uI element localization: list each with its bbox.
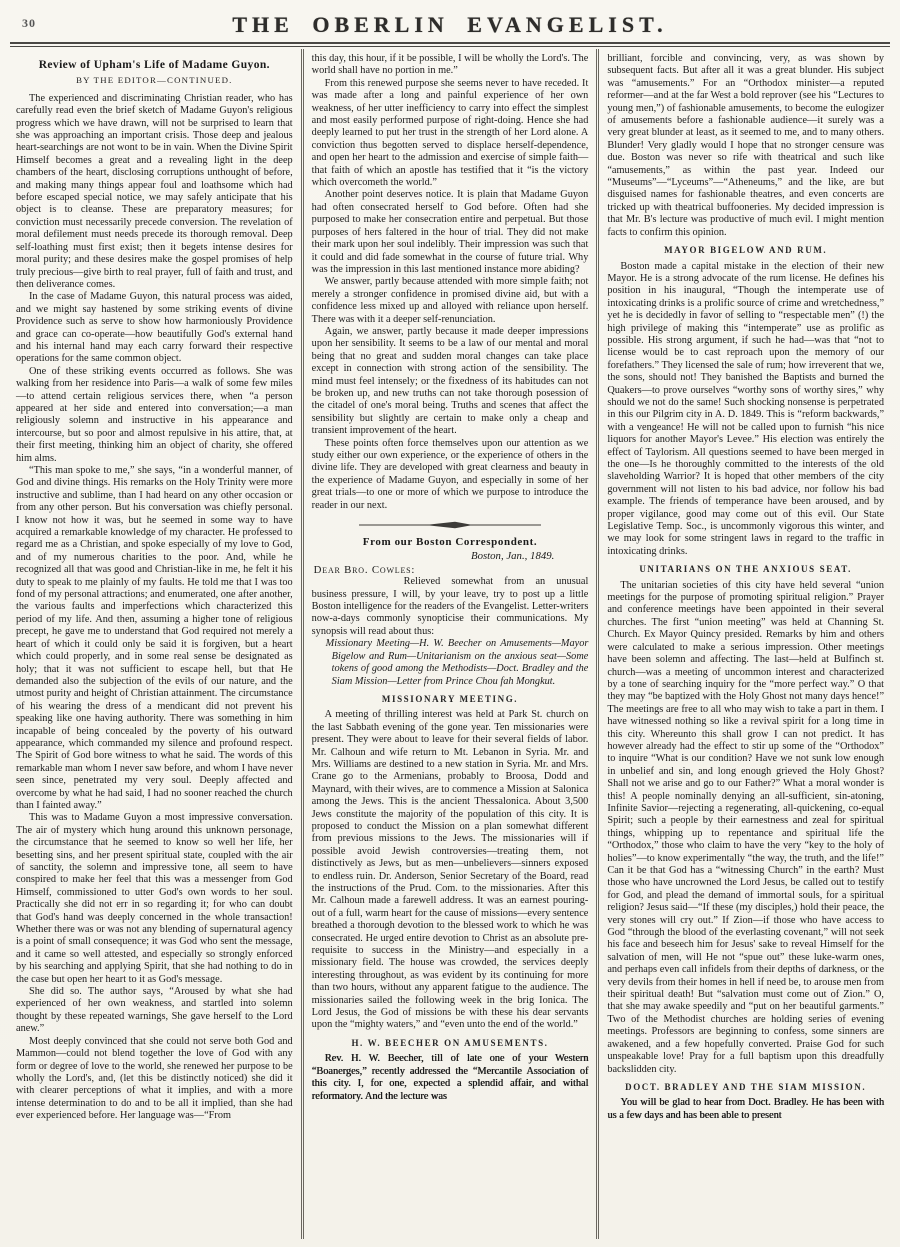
body-paragraph: “This man spoke to me,” she says, “in a wonderful manner, of God and divine things. His remarks on the Holy Trinity were more instructive and sublime, than I had heard on any other occasion or from any other person. But his conversation was chiefly personal. I know not how it was, but he seemed in some way to have acquired a remarkable knowledge of my character. He professed to regard me as a Christian, and spoke especially of my love to God, and of my numerous charities to the poor. And, while he recognized all that was good and Christian-like in me, he felt it his duty to speak to me plainly of my faults. He told me that I was too fond of my personal attractions; and enumerated, one after another, the various faults and imperfections which characterized this period of my life. And then, assuming a higher tone of religious precept, he gave me to understand that God required not merely a heart of which it could only be said it is forgiven, but a heart which could properly, and in some real sense be designated as holy; that it was not sufficient to escape hell, but that He demanded also the subjection of the evils of our nature, and the utmost purity and height of Christian attainment. The circumstance of his wearing the dress of a mendicant did not prevent his speaking like one having authority. There was something in him incapable of being concealed by the poverty of his outward appearance, which commanded my silence and profound respect. The Spirit of God bore witness to what he said. The words of this remarkable man whom I never saw before, and whom I have never seen since, penetrated my very soul. Deeply affected and overcome by what he had said, I had no sooner reached the church than I fainted away.”: [16, 465, 293, 811]
body-paragraph: She did so. The author says, “Aroused by what she had experienced of her own weakness, and startled into solemn thought by these repeated warnings, She gave herself to the Lord anew.”: [16, 986, 293, 1035]
body-paragraph: One of these striking events occurred as follows. She was walking from her residence into Paris—a walk of some few miles—to attend certain religious services there, when “a person appeared at her side and entered into conversation;—a man religiously solemn and instructive in his appearance and intercourse, but so poor and almost repulsive in his attire, that, at their first meeting, thinking him an object of charity, she offered him alms.: [16, 365, 293, 464]
column-layout: [8, 49, 892, 1239]
divider-arrow-icon: [355, 520, 545, 530]
body-paragraph: This was to Madame Guyon a most impressive conversation. The air of mystery which hung around this unknown personage, the circumstance that he seemed to know so well her life, her besetting sins, and her present spiritual state, coupled with the air of sanctity, the solemn and impressive tone, all seem to have conspired to make her feel that this was a messenger from God Himself, commissioned to utter God's own words to her soul. Practically she did not err in so regarding it; for who can doubt that God's hand was deeply concerned in the whole transaction! Whether there was or was not any blending of supernatural agency is a point of small consequence; it was God who sent the message, and it came so well attested, and especially so strongly enforced by his searching and applying Spirit, that she had nothing to do in the case but open her heart to it as God's message.: [16, 812, 293, 985]
body-paragraph: The experienced and discriminating Christian reader, who has carefully read even the brief sketch of Madame Guyon's religious progress which we have drawn, will not be surprised to learn that she was approaching an important crisis. Those deep and jealous heart-searchings are not wont to be in vain. When the Divine Spirit Himself becomes a great and a revealing light in the deep chambers of the heart, disclosing corruptions unthought of before, and making many things appear foul and loathsome which had before escaped special notice, we may safely anticipate that his object is to cleanse. These are preparatory measures; for conviction must necessarily precede conversion. The revelation of moral defilement must needs precede its thorough removal. Deep self-loathing must first exist; then it begets intense desires for moral purity; and these desires make the gospel promises of help truly precious—give birth to real prayer, full of faith and trust, and then deliverance comes.: [16, 92, 293, 290]
body-paragraph: From this renewed purpose she seems never to have receded. It was made after a long and painful experience of her own weakness, of her utter inefficiency to carry into effect the simplest and most easily performed purpose of right-doing. Hence she had deeply learned to put her trust in the strength of her Lord alone. A conviction thus begotten served to displace herself-dependence, and open her heart to the admission and exercise of simple faith—that faith of which an apostle has testified that it “is the victory which overcometh the world.”: [311, 77, 589, 189]
page-number: 30: [22, 16, 36, 30]
body-paragraph: brilliant, forcible and convincing, very, as was shown by subsequent facts. But after all it was a great blunder. His subject was “amusements.” For an “Orthodox minister—a reputed reformer—and at the far West a bold reprover (see his “Lectures to young men,”) of fashionable amusements, to become the eulogizer of amusements before a fashionable audience—it surely was a very great blunder at least, as it seemed to me, and to many others. Blunder! Very gladly would I hope that no stronger censure was due. Boston was never so rife with theatrical and such like “amusements,” as within the past year. Indeed our “Museums”—“Lyceums”—“Atheneums,” and the like, are but disguised names for fashionable theatres, and even concerts are tricked up with theatrical buffooneries. My decided impression is that Mr. B's lecture was productive of much evil. I might mention facts to confirm this opinion.: [607, 53, 885, 238]
section-heading: H. W. BEECHER ON AMUSEMENTS.: [351, 1037, 549, 1048]
body-paragraph: Boston made a capital mistake in the election of their new Mayor. He is a strong advocate of the rum license. He defines his position in his inaugural, “Though the intemperate use of intoxicating drinks is a prolific source of crime and wretchedness,” yet he is decidedly in favor of selling to “respectable men” (!) the high privilege of making this “intemperate” use as prolific as possible. His strong argument, if such he had—was that “not to license would be to cast reproach upon the memory of our forefathers.” They licensed the sale of rum; how irreverent that we, the sons, should not! They banished the Baptists and burned the Quakers—to prove ourselves “worthy sons of worthy sires,” why should we not do the same! Such shocking nonsense is perpetrated in this our Pilgrim city in A. D. 1849. This is “reform backwards,” with a vengeance! He will not be called upon to furnish “his nice liquors for another Mayor's Levee.” His election was entirely the effect of Taylorism. All questions seemed to have been merged in the one—Is he thoroughly committed to the interests of the old slaveholding Warrior? It is hoped that other members of the city government will not listen to his bad advice, nor follow his bad example. The friends of temperance have been aroused, and by proper vigilance, good may come out of this evil. Our State Legislative Temp. Soc., is uncommonly vigorous this winter, and we may look for some stringent laws in regard to the traffic in intoxicating drinks.: [607, 260, 885, 557]
column-3: [596, 49, 892, 1239]
body-paragraph: These points often force themselves upon our attention as we study either our own experience, or the experience of others in the divine life. They are developed with great clearness and beauty in the experience of Madame Guyon, and especially in some of her great trials—to one or more of which we purpose to introduce the reader in our next.: [311, 437, 589, 511]
masthead-title: THE OBERLIN EVANGELIST.: [232, 12, 668, 37]
body-paragraph: The unitarian societies of this city have held several “union meetings for the purpose of promoting spiritual religion.” Prayer and conference meetings have been appointed in their several churches. The first “union meeting” was held at Channing St. Church. Ex Mayor Quincy presided. Remarks by him and others were calculated to make a serious impression. Other meetings have been solemn and affecting. The last—held at Bulfinch st. church—was a meeting of uncommon interest and characterized by a tone of searching inquiry for the “more perfect way.” O that they may “be baptized with the Holy Ghost not many days hence!” The meetings are free to all who may wish to take a part in them. I have witnessed nothing so like a revival spirit for a long time in this city. Whereunto this shall grow I can not predict. It has however already had the effect to stir up some of the “Orthodox” to inquire “What is our condition? Have we not sunk low enough in unbelief and sin, and long enough grieved the Holy Ghost? Shall not we arise and go to our Father?” What a moral wonder is this! A people nominally denying an all-sufficient, sin-atoning, Infinite Savior—rejecting a regenerating, all-quickening, co-equal Spirit; such a people by their earnestness and zeal for spiritual things, whipping up to repentance and spiritual life the “Orthodox,” those who claim to have the very “key to the holy of holies”—to know experimentally “the way, the truth, and the life!” Can it be that God has a “witnessing Church” in the earth? Must those who have uncrowned the Lord Jesus, be called out to testify for God, and plead the demand of immortal souls, for a spiritual religion? Jesus said—“If these (my disciples,) hold their peace, the very stones will cry out.” If Zion—if those who have access to God “through the blood of the everlasting covenant,” will not seek his face and beseech him for Jesus' sake to reveal Himself for the salvation of men, will He not “spue out” these luke-warm ones, and perhaps even call infidels from their depths of darkness, or the very devils from their homes in hell if need be, to arouse men from their spiritual death! But “salvation must come out of Zion.” O, that she may awake speedily and “put on her beautiful garments.” Two of the Methodist churches are holding series of evening meetings. Professors are beginning to confess, some sinners are awakened, and a few hopefully converted. Praise God for such unspeakable love! Pray for a full baptism upon this dreadfully backslidden city.: [607, 579, 885, 1075]
section-heading: MAYOR BIGELOW AND RUM.: [664, 245, 828, 256]
section-heading: MISSIONARY MEETING.: [381, 693, 519, 704]
body-paragraph: Again, we answer, partly because it made deeper impressions upon her sensibility. It seems to be a law of our mental and moral being that no great and sudden moral changes can take place except in connection with strong action of the sensibility. The mind must feel intensely; or the fixedness of its habitudes can not be broken up, and new truths can not take thorough posession of the citadel of one's moral being. Truths and scenes that affect the sensibility but slightly are certain to make only a cheap and transient improvement of the heart.: [311, 325, 589, 437]
body-paragraph: this day, this hour, if it be possible, I will be wholly the Lord's. The world shall have no portion in me.”: [311, 53, 589, 77]
salutation: Dear Bro. Cowles:: [313, 563, 416, 576]
page-header: [8, 4, 892, 38]
section-divider: [312, 520, 589, 530]
masthead-rule: [10, 42, 890, 47]
article-title: Review of Upham's Life of Madame Guyon.: [38, 59, 270, 71]
correspondent-heading: From our Boston Correspondent.: [362, 536, 538, 549]
column-1: [8, 49, 301, 1239]
body-paragraph: Another point deserves notice. It is plain that Madame Guyon had often consecrated herself to God before. Often had she purposed to make her consecration entire and perpetual. But those purposes of hers faltered in the hour of trial. They did not make their mark upon her soul indelibly. Their impression was such that it could and did fade somewhat in the course of future trial. Why was the impression in this last mentioned instance more abiding?: [311, 189, 589, 275]
body-paragraph: Most deeply convinced that she could not serve both God and Mammon—could not blend together the love of God with any form or degree of love to the world, she renewed her purpose to be wholly the Lord's, and, (let this be distinctly noticed) she did it with clearer perceptions of what it implies, and with a more intense determination to do and to be all it implied, than she had ever experienced before. Her language was—“From: [16, 1035, 293, 1122]
body-paragraph: Relieved somewhat from an unusual business pressure, I will, by your leave, try to post up a little Boston intelligence for the readers of the Evangelist. Letter-writers now-a-days commonly synopticise their communications. My synopsis will read about thus:: [311, 576, 589, 637]
dateline: Boston, Jan., 1849.: [470, 550, 555, 563]
letter-synopsis: Missionary Meeting—H. W. Beecher on Amusements—Mayor Bigelow and Rum—Unitarianism on the anxious seat—Some tokens of good among the Methodists—Doct. Bradley and the Siam Mission—Letter from Prince Chou fah Mongkut.: [325, 638, 589, 687]
section-heading: UNITARIANS ON THE ANXIOUS SEAT.: [639, 564, 853, 575]
body-paragraph: We answer, partly because attended with more simple faith; not merely a stronger confidence in promised divine aid, but with a confidence less mixed up and alloyed with reliance upon herself. There was with it a deeper self-renunciation.: [311, 276, 589, 325]
body-paragraph: A meeting of thrilling interest was held at Park St. church on the last Sabbath evening of the gone year. Ten missionaries were present. They were about to leave for their several fields of labor. Mr. Calhoun and wife return to Mt. Lebanon in Syria. Mr. and Mrs. Williams are destined to a new station in Syria. Mr. and Mrs. Crane go to the Armenians, probably to Broosa, Dodd and Maynard, with their wives, are to commence a Mission at Salonica among the Jews. This is the ancient Thessalonica. About 3,500 Jews constitute the majority of the population of this city. It is proposed to conduct the Mission on a plan somewhat different from previous missions to the Jews. The missionaries will if possible avoid Jewish controversies—treating them, not distinctively as Jews, but as men—unbelievers—sinners exposed to endless ruin. Dr. Anderson, Senior Secretary of the Board, read the instructions of the Prud. Com. to the missionaries. After this Mr. Calhoun made a farewell address. It was an earnest pouring-out of a full, warm heart for the cause of missions—every sentence breathed a thorough devotion to the blessed work to which he was consecrated. He urged entire devotion to Christ as an absolute pre-requisite to success in the Ministry—and especially in a missionary field. The house was crowded, the services deeply interesting throughout, as was evident by its continuing for more than two hours, without any apparent fatigue to the audience. The missionaries sailed the following week in the brig Ionica. The Lord Jesus, the God of missions be with these his dear servants upon the “mighty waters,” and “even unto the end of the world.”: [311, 709, 589, 1031]
section-heading: DOCT. BRADLEY AND THE SIAM MISSION.: [625, 1081, 867, 1092]
column-2: [301, 49, 597, 1239]
article-byline: BY THE EDITOR—CONTINUED.: [76, 75, 233, 86]
body-paragraph: In the case of Madame Guyon, this natural process was aided, and we might say hastened by some striking events of divine Providence such as serve to show how harmoniously Providence and grace can co-operate—how beautifully God's external hand and his internal hand may each carry forward their respective operations for the same common object.: [16, 291, 293, 365]
body-paragraph: You will be glad to hear from Doct. Bradley. He has been with us a few days and has been able to present: [607, 1097, 885, 1121]
body-paragraph: Rev. H. W. Beecher, till of late one of your Western “Boanerges,” recently addressed the “Mercantile Association of this city. I, for one, expected a splendid affair, and withal reformatory. And the lecture was: [311, 1053, 589, 1102]
